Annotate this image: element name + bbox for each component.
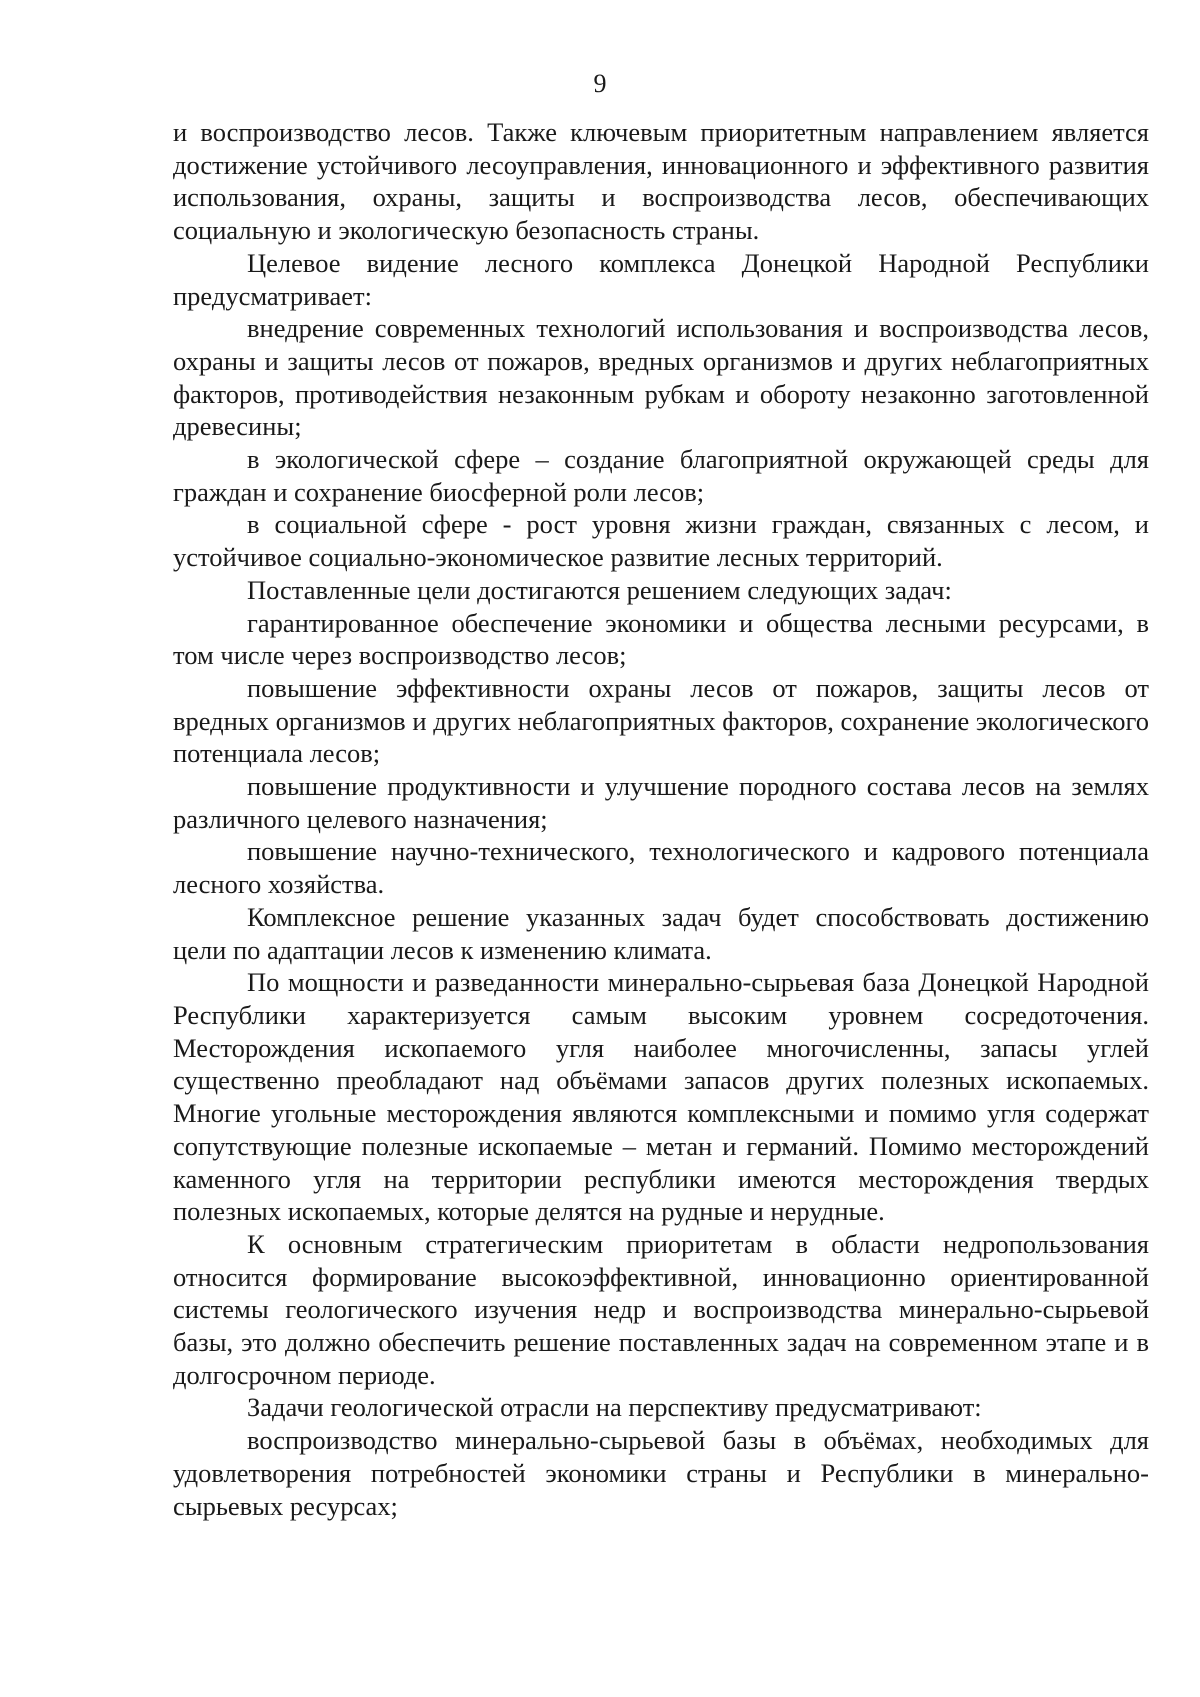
paragraph: в экологической сфере – создание благоприятной окружающей среды для граждан и сохранение биосферной роли лесов; bbox=[173, 444, 1149, 507]
paragraph: повышение научно-технического, технологического и кадрового потенциала лесного хозяйства. bbox=[173, 836, 1149, 900]
document-body bbox=[173, 116, 1149, 1522]
page-number: 9 bbox=[593, 69, 607, 98]
paragraph: По мощности и разведанности минерально-сырьевая база Донецкой Народной Республики характеризуется самым высоким уровнем сосредоточения. Месторождения ископаемого угля наиболее многочисленны, запасы углей существенно преобладают над объёмами запасов других полезных ископаемых. Многие угольные месторождения являются комплексными и помимо угля содержат сопутствующие полезные ископаемые – метан и германий. Помимо месторождений каменного угля на территории республики имеются месторождения твердых полезных ископаемых, которые делятся на рудные и нерудные. bbox=[173, 967, 1149, 1227]
paragraph: в социальной сфере - рост уровня жизни граждан, связанных с лесом, и устойчивое социально-экономическое развитие лесных территорий. bbox=[173, 509, 1149, 573]
paragraph: Комплексное решение указанных задач будет способствовать достижению цели по адаптации лесов к изменению климата. bbox=[173, 901, 1149, 965]
paragraph: и воспроизводство лесов. Также ключевым приоритетным направлением является достижение устойчивого лесоуправления, инновационного и эффективного развития использования, охраны, защиты и воспроизводства лесов, обеспечивающих социальную и экологическую безопасность страны. bbox=[173, 117, 1149, 246]
paragraph: повышение продуктивности и улучшение породного состава лесов на землях различного целевого назначения; bbox=[173, 771, 1149, 834]
paragraph: Задачи геологической отрасли на перспективу предусматривают: bbox=[247, 1392, 982, 1423]
paragraph: Поставленные цели достигаются решением следующих задач: bbox=[247, 574, 952, 605]
paragraph: гарантированное обеспечение экономики и общества лесными ресурсами, в том числе через воспроизводство лесов; bbox=[173, 607, 1149, 671]
paragraph: воспроизводство минерально-сырьевой базы в объёмах, необходимых для удовлетворения потребностей экономики страны и Республики в минерально-сырьевых ресурсах; bbox=[173, 1425, 1149, 1521]
paragraph: К основным стратегическим приоритетам в области недропользования относится формирование высокоэффективной, инновационно ориентированной системы геологического изучения недр и воспроизводства минерально-сырьевой базы, это должно обеспечить решение поставленных задач на современном этапе и в долгосрочном периоде. bbox=[173, 1228, 1149, 1390]
paragraph: повышение эффективности охраны лесов от пожаров, защиты лесов от вредных организмов и других неблагоприятных факторов, сохранение экологического потенциала лесов; bbox=[173, 672, 1149, 769]
paragraph: внедрение современных технологий использования и воспроизводства лесов, охраны и защиты лесов от пожаров, вредных организмов и других неблагоприятных факторов, противодействия незаконным рубкам и обороту незаконно заготовленной древесины; bbox=[173, 313, 1149, 442]
paragraph: Целевое видение лесного комплекса Донецкой Народной Республики предусматривает: bbox=[173, 247, 1149, 311]
